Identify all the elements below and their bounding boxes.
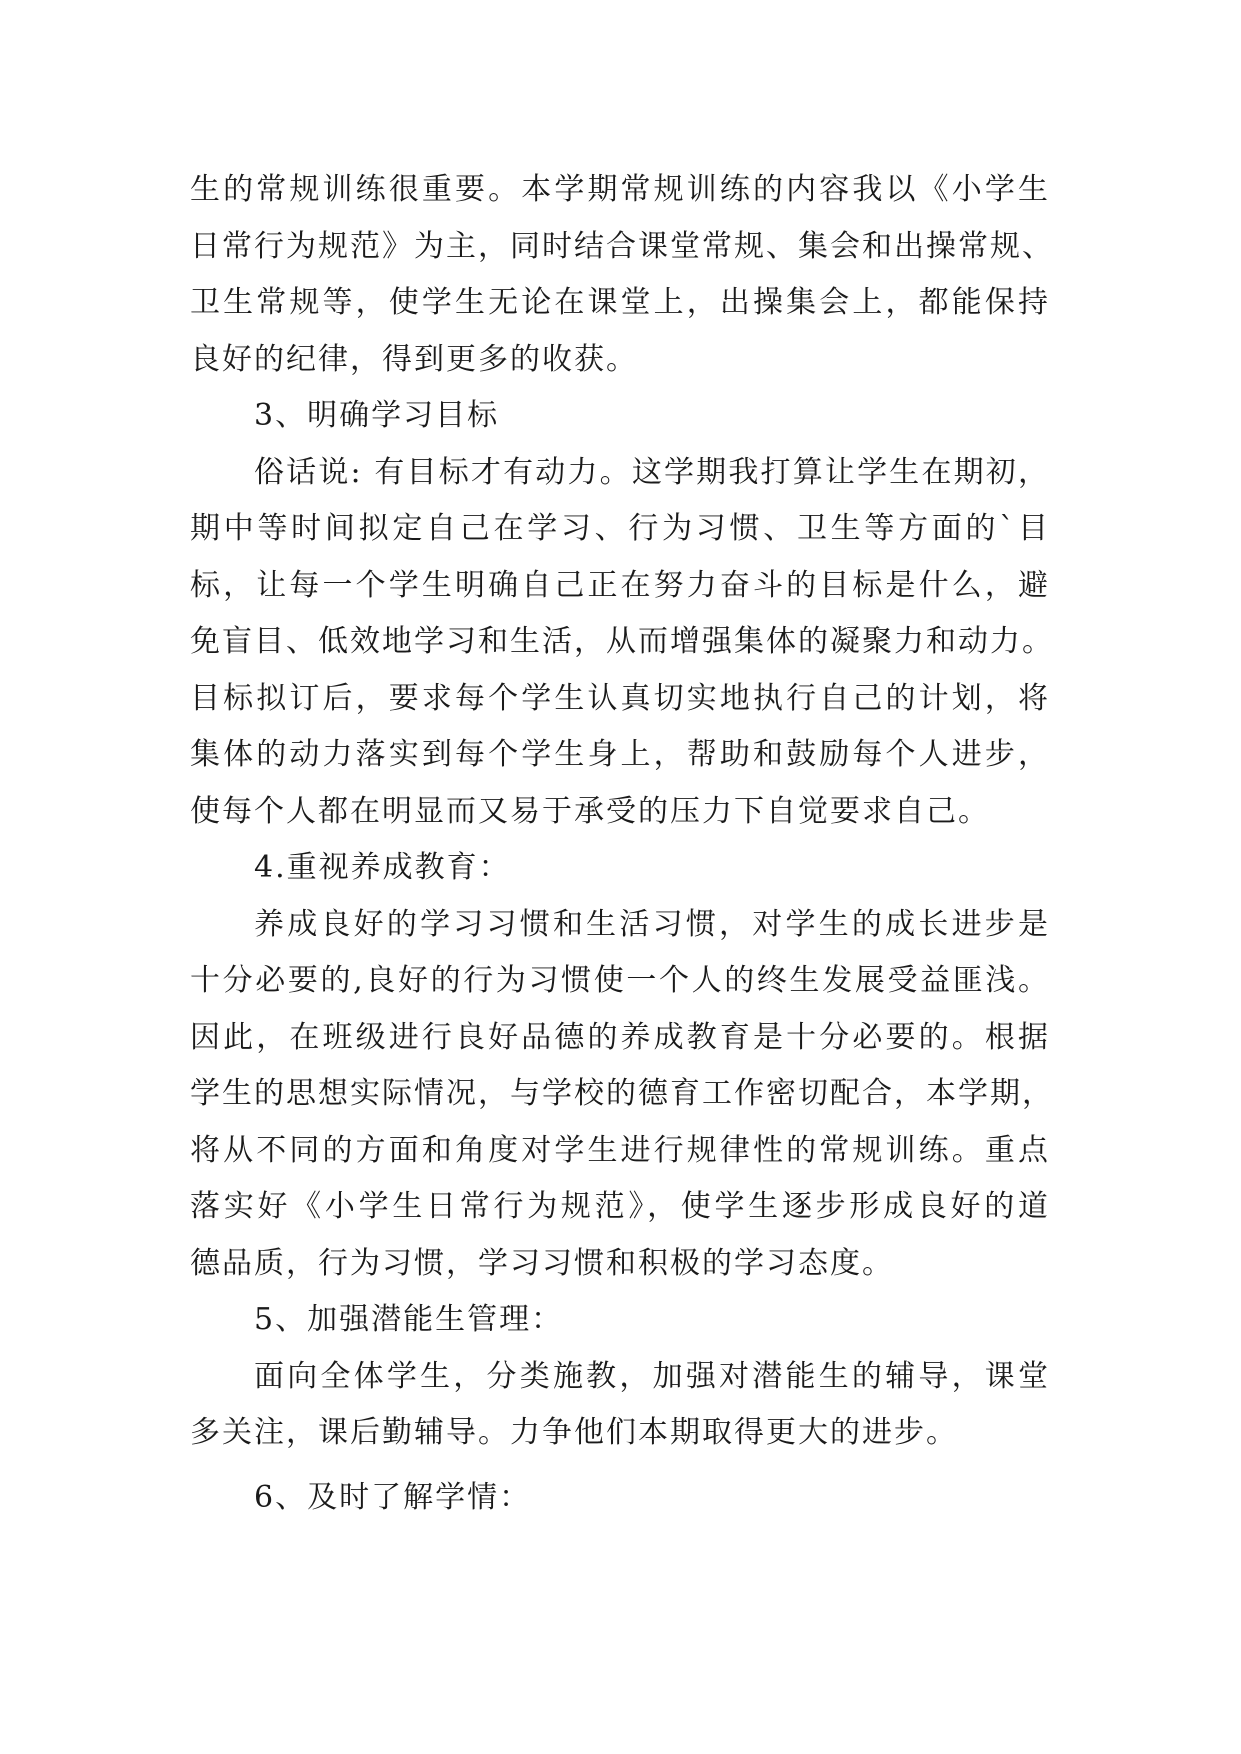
text-line: 因此，在班级进行良好品德的养成教育是十分必要的。根据 bbox=[190, 1019, 1050, 1055]
section-heading: 6、及时了解学情： bbox=[254, 1479, 532, 1515]
text-line: 生的常规训练很重要。本学期常规训练的内容我以《小学生 bbox=[190, 172, 1050, 207]
paragraph-first-line: 面向全体学生，分类施教，加强对潜能生的辅导，课堂 bbox=[254, 1358, 1050, 1394]
text-line: 免盲目、低效地学习和生活，从而增强集体的凝聚力和动力。 bbox=[190, 624, 1054, 659]
text-line: 目标拟订后，要求每个学生认真切实地执行自己的计划，将 bbox=[190, 680, 1050, 716]
text-line: 多关注，课后勤辅导。力争他们本期取得更大的进步。 bbox=[190, 1415, 958, 1450]
text-line: 期中等时间拟定自己在学习、行为习惯、卫生等方面的`目 bbox=[190, 511, 1050, 546]
text-line: 将从不同的方面和角度对学生进行规律性的常规训练。重点 bbox=[190, 1132, 1050, 1168]
text-line: 卫生常规等，使学生无论在课堂上，出操集会上，都能保持 bbox=[190, 285, 1050, 320]
text-line: 集体的动力落实到每个学生身上，帮助和鼓励每个人进步， bbox=[190, 737, 1050, 772]
section-heading: 3、明确学习目标 bbox=[254, 398, 500, 433]
text-line: 学生的思想实际情况，与学校的德育工作密切配合，本学期， bbox=[190, 1076, 1054, 1111]
paragraph-first-line: 养成良好的学习习惯和生活习惯，对学生的成长进步是 bbox=[254, 906, 1050, 942]
section-heading: 5、加强潜能生管理： bbox=[254, 1302, 564, 1337]
text-line: 标，让每一个学生明确自己正在努力奋斗的目标是什么，避 bbox=[190, 567, 1050, 603]
document-body bbox=[190, 162, 1054, 1526]
spacer bbox=[190, 1462, 1050, 1470]
text-line: 良好的纪律，得到更多的收获。 bbox=[190, 341, 638, 377]
text-line: 使每个人都在明显而又易于承受的压力下自觉要求自己。 bbox=[190, 793, 990, 829]
paragraph-first-line: 俗话说: 有目标才有动力。这学期我打算让学生在期初， bbox=[254, 454, 1050, 490]
text-line: 落实好《小学生日常行为规范》，使学生逐步形成良好的道 bbox=[190, 1189, 1050, 1224]
section-heading: 4.重视养成教育： bbox=[254, 850, 511, 885]
text-line: 日常行为规范》为主，同时结合课堂常规、集会和出操常规、 bbox=[190, 228, 1054, 264]
text-line: 德品质，行为习惯，学习习惯和积极的学习态度。 bbox=[190, 1245, 894, 1281]
text-line: 十分必要的,良好的行为习惯使一个人的终生发展受益匪浅。 bbox=[190, 963, 1050, 998]
